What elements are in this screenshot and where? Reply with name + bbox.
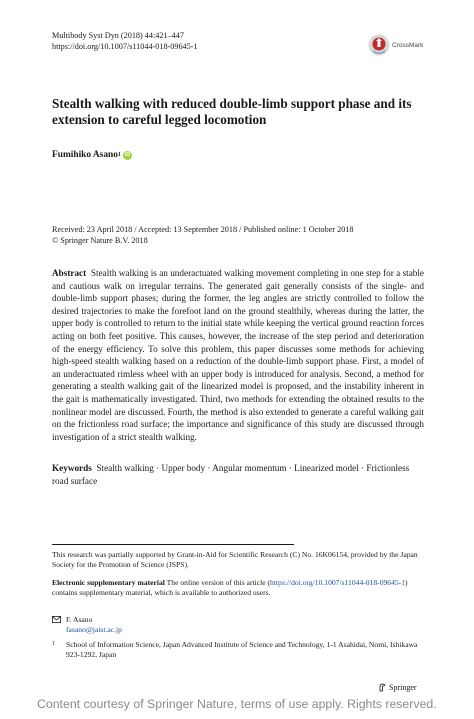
keywords-text: Stealth walking · Upper body · Angular momentum · Linearized model · Frictionless road surface — [52, 463, 410, 486]
doi-line[interactable]: https://doi.org/10.1007/s11044-018-09645-1 — [52, 42, 198, 51]
abstract-block — [52, 267, 424, 443]
contact-email[interactable]: fasano@jaist.ac.jp — [66, 625, 122, 635]
springer-horse-icon — [378, 683, 386, 692]
abstract-text: Stealth walking is an underactuated walking movement completing in one step for a stable and cautious walk on irregular terrains. The generated gait generally consists of the single- and double-limb support phases; during the former, the leg angles are strictly controlled to follow the desired trajectories to make the forefoot land on the ground stealthily, whereas during the latter, the upper body is controlled to return to the initial state while keeping the vertical ground reaction forces acting on both feet positive. This causes, however, the increase of the step period and deterioration of the energy efficiency. To solve this problem, this paper discusses some methods for achieving high-speed stealth walking based on a reduction of the double-limb support phase. First, a model of an underactuated rimless wheel with an upper body is introduced for analysis. Second, a method for generating a stealth walking gait of the linearized model is proposed, and the instability inherent in the gait is mathematically investigated. Third, two methods for extending the obtained results to the nonlinear model are discussed. Fourth, the method is also extended to generate a careful walking gait on the frictionless road surface; the importance and significance of this study are discussed through investigation of a strict stealth walking. — [52, 268, 425, 442]
publication-dates — [52, 224, 354, 246]
publisher-mark — [378, 683, 417, 692]
paper-title: Stealth walking with reduced double-limb support phase and its extension to careful legged locomotion — [52, 96, 412, 127]
journal-citation — [52, 30, 198, 52]
abstract-heading: Abstract — [52, 268, 87, 278]
received-accepted-published: Received: 23 April 2018 / Accepted: 13 September 2018 / Published online: 1 October 2018 — [52, 225, 354, 234]
crossmark-badge[interactable] — [366, 32, 436, 62]
author-name[interactable]: Fumihiko Asano — [52, 150, 118, 160]
keywords-block — [52, 462, 424, 487]
footnote-divider — [52, 544, 294, 545]
courtesy-watermark: Content courtesy of Springer Nature, terms of use apply. Rights reserved. — [37, 697, 437, 711]
envelope-icon — [52, 616, 61, 623]
affiliation-text: School of Information Science, Japan Advanced Institute of Science and Technology, 1-1 Asahidai, Nomi, Ishikawa 923-1292, Japan — [66, 640, 418, 660]
keywords-heading: Keywords — [52, 463, 92, 473]
journal-volume-line: Multibody Syst Dyn (2018) 44:421–447 — [52, 31, 184, 40]
funding-note: This research was partially supported by Grant-in-Aid for Scientific Research (C) No. 16K06154, provided by the Japan Society for the Promotion of Science (JSPS). — [52, 550, 418, 570]
esm-link[interactable]: https://doi.org/10.1007/s11044-018-09645-1 — [270, 578, 406, 587]
author-line — [52, 150, 132, 160]
contact-name: F. Asano — [66, 615, 93, 624]
author-affil-marker: 1 — [117, 152, 121, 158]
esm-heading: Electronic supplementary material — [52, 578, 165, 587]
crossmark-icon — [368, 34, 390, 56]
esm-text-after: ) contains supplementary material, which is available to authorized users. — [52, 578, 408, 598]
esm-note — [52, 578, 424, 598]
orcid-icon[interactable]: iD — [124, 151, 131, 158]
copyright-line: © Springer Nature B.V. 2018 — [52, 236, 148, 245]
publisher-label: Springer — [389, 683, 417, 692]
esm-text-before: The online version of this article ( — [166, 578, 270, 587]
affiliation-number: 1 — [52, 641, 55, 647]
crossmark-label: CrossMark — [392, 42, 424, 49]
